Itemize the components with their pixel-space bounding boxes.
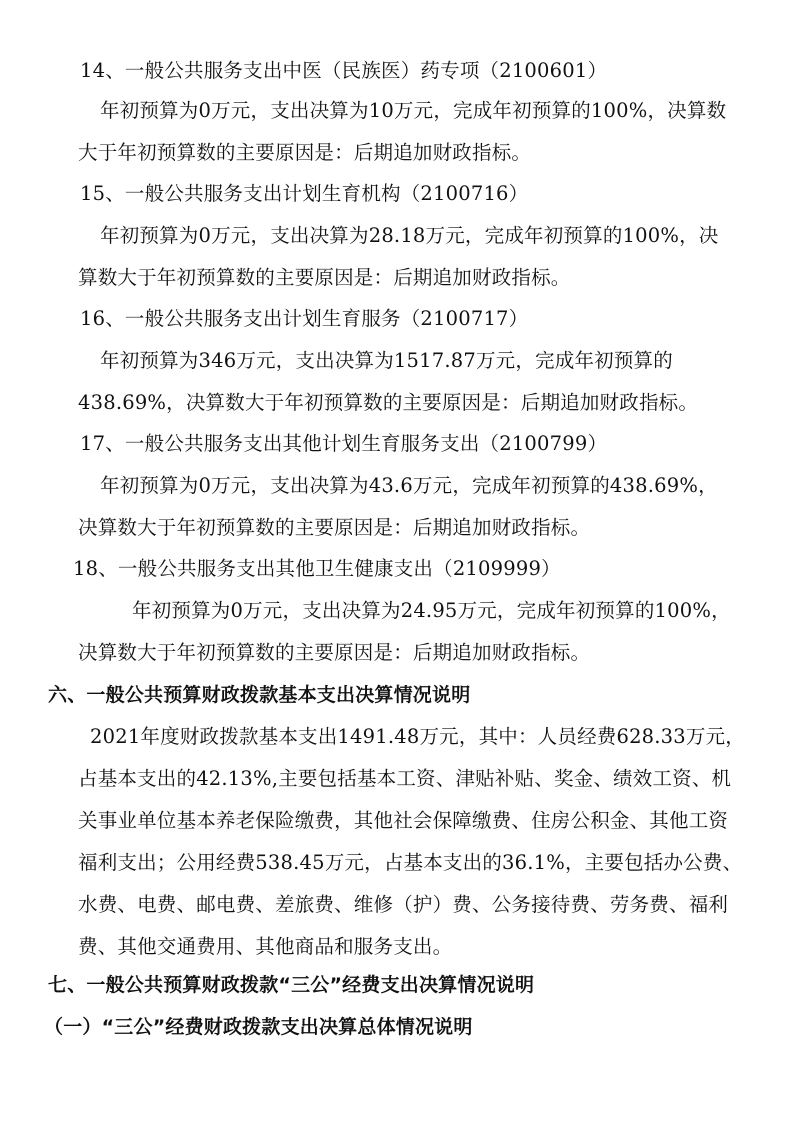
section-heading-6: 六、一般公共预算财政拨款基本支出决算情况说明 <box>48 684 471 706</box>
item-title-18: 18、一般公共服务支出其他卫生健康支出（2109999） <box>73 557 561 580</box>
item-line: 年初预算为0万元，支出决算为10万元，完成年初预算的100%，决算数 <box>100 99 727 122</box>
section6-paragraph-line: 2021年度财政拨款基本支出1491.48万元，其中：人员经费628.33万元， <box>90 725 745 748</box>
item-line: 年初预算为346万元，支出决算为1517.87万元，完成年初预算的 <box>100 349 673 372</box>
item-line: 大于年初预算数的主要原因是：后期追加财政指标。 <box>78 141 532 164</box>
item-line: 438.69%，决算数大于年初预算数的主要原因是：后期追加财政指标。 <box>78 391 699 414</box>
section6-paragraph-line: 福利支出；公用经费538.45万元，占基本支出的36.1%，主要包括办公费、 <box>78 851 743 874</box>
item-line: 决算数大于年初预算数的主要原因是：后期追加财政指标。 <box>78 516 591 539</box>
item-line: 决算数大于年初预算数的主要原因是：后期追加财政指标。 <box>78 641 591 664</box>
section6-paragraph-line: 费、其他交通费用、其他商品和服务支出。 <box>78 935 453 958</box>
item-line: 算数大于年初预算数的主要原因是：后期追加财政指标。 <box>78 266 571 289</box>
item-title-15: 15、一般公共服务支出计划生育机构（2100716） <box>80 182 529 205</box>
section6-paragraph-line: 关事业单位基本养老保险缴费，其他社会保障缴费、住房公积金、其他工资 <box>78 809 729 832</box>
section7-subheading: （一）“三公”经费财政拨款支出决算总体情况说明 <box>44 1016 473 1038</box>
section-heading-7: 七、一般公共预算财政拨款“三公”经费支出决算情况说明 <box>48 974 535 996</box>
item-title-14: 14、一般公共服务支出中医（民族医）药专项（2100601） <box>80 59 608 82</box>
section6-paragraph-line: 水费、电费、邮电费、差旅费、维修（护）费、公务接待费、劳务费、福利 <box>78 893 729 916</box>
item-title-16: 16、一般公共服务支出计划生育服务（2100717） <box>80 307 529 330</box>
item-title-17: 17、一般公共服务支出其他计划生育服务支出（2100799） <box>80 432 608 455</box>
item-line: 年初预算为0万元，支出决算为24.95万元，完成年初预算的100%， <box>132 599 731 622</box>
item-line: 年初预算为0万元，支出决算为28.18万元，完成年初预算的100%，决 <box>100 224 719 247</box>
item-line: 年初预算为0万元，支出决算为43.6万元，完成年初预算的438.69%， <box>100 474 718 497</box>
section6-paragraph-line: 占基本支出的42.13%,主要包括基本工资、津贴补贴、奖金、绩效工资、机 <box>78 767 732 790</box>
